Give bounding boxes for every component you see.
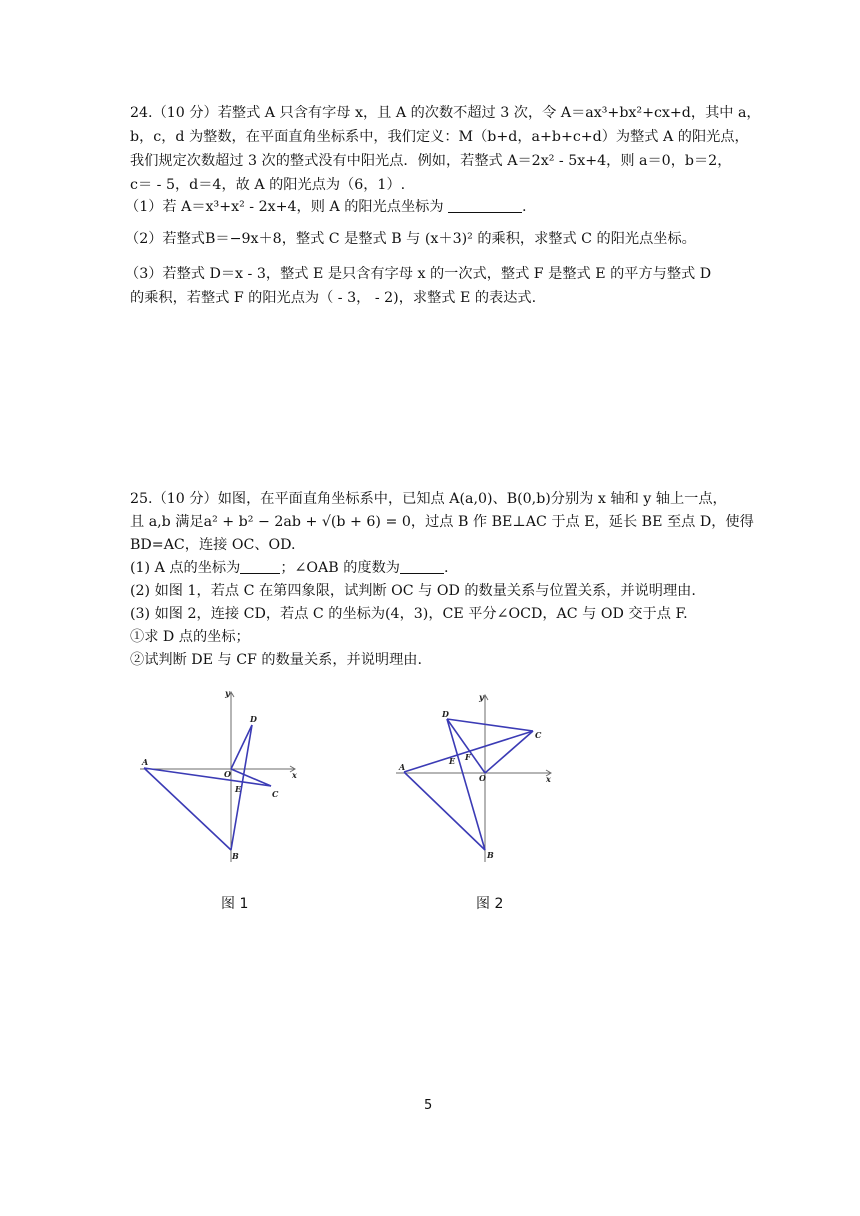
q24-part-1-text: （1）若 A＝x³+x² - 2x+4，则 A 的阳光点坐标为	[125, 199, 444, 215]
q24-part-2: （2）若整式B＝−9x＋8，整式 C 是整式 B 与 (x＋3)² 的乘积，求整式 C 的阳光点坐标。	[125, 231, 696, 247]
q24-part-1	[125, 197, 527, 217]
label-B: B	[487, 850, 494, 860]
segment-OC	[485, 731, 533, 773]
answer-blank[interactable]	[240, 559, 280, 574]
q25-part-1-a: (1) A 点的坐标为	[130, 560, 241, 576]
label-E: E	[235, 784, 242, 794]
segment-AB	[144, 768, 231, 850]
figure-2-caption: 图 2	[476, 896, 504, 912]
page-number: 5	[424, 1098, 433, 1113]
label-O: O	[224, 769, 231, 779]
q25-part-2: (2) 如图 1，若点 C 在第四象限，试判断 OC 与 OD 的数量关系与位置关系，并说明理由.	[130, 583, 696, 599]
q25-sub-1: ①求 D 点的坐标；	[130, 629, 250, 645]
label-A: A	[142, 757, 149, 767]
segment-DC	[447, 719, 533, 731]
label-y: y	[479, 692, 484, 702]
q25-part-1-c: .	[443, 560, 449, 576]
label-y: y	[225, 688, 230, 698]
answer-blank[interactable]	[448, 198, 522, 213]
q24-line-3: 我们规定次数超过 3 次的整式没有中阳光点．例如，若整式 A＝2x² - 5x+4，则 a＝0，b＝2，	[130, 153, 732, 169]
label-D: D	[250, 714, 257, 724]
label-D: D	[442, 709, 449, 719]
label-C: C	[272, 789, 279, 799]
label-F: F	[465, 752, 471, 762]
q25-line-2: 且 a,b 满足a² + b² − 2ab + √(b + 6) = 0，过点 B 作 BE⊥AC 于点 E，延长 BE 至点 D，使得	[130, 514, 754, 530]
figure-1-caption: 图 1	[221, 896, 249, 912]
figure-2	[396, 690, 566, 865]
q25-part-3: (3) 如图 2，连接 CD，若点 C 的坐标为(4，3)，CE 平分∠OCD，AC 与 OD 交于点 F.	[130, 606, 688, 622]
answer-blank[interactable]	[400, 559, 444, 574]
q24-part-1-end: .	[522, 199, 527, 215]
figure-1	[140, 690, 310, 865]
segment-DB	[447, 719, 485, 850]
label-B: B	[232, 851, 239, 861]
label-E: E	[449, 756, 456, 766]
label-C: C	[535, 730, 542, 740]
q25-line-3: BD=AC，连接 OC、OD.	[130, 537, 296, 553]
q25-part-1-b: ；∠OAB 的度数为	[280, 560, 400, 576]
q24-part-3-line-2: 的乘积，若整式 F 的阳光点为（ - 3， - 2)，求整式 E 的表达式.	[130, 290, 537, 306]
q24-line-2: b，c，d 为整数，在平面直角坐标系中，我们定义：M（b+d，a+b+c+d）为整式 A 的阳光点，	[130, 129, 749, 145]
q25-sub-2: ②试判断 DE 与 CF 的数量关系，并说明理由.	[130, 652, 422, 668]
segment-AC	[144, 768, 271, 786]
label-A: A	[399, 762, 406, 772]
label-x: x	[546, 774, 551, 784]
segment-AB	[404, 772, 485, 850]
q25-part-1	[130, 558, 448, 578]
q25-line-1: 25.（10 分）如图，在平面直角坐标系中，已知点 A(a,0)、B(0,b)分别为 x 轴和 y 轴上一点，	[130, 491, 727, 507]
q24-line-4: c＝ - 5，d＝4，故 A 的阳光点为（6，1）.	[130, 177, 406, 193]
q24-line-1: 24.（10 分）若整式 A 只含有字母 x，且 A 的次数不超过 3 次，令 A＝ax³+bx²+cx+d，其中 a，	[130, 105, 761, 121]
q24-part-3-line-1: （3）若整式 D＝x - 3，整式 E 是只含有字母 x 的一次式，整式 F 是整式 E 的平方与整式 D	[125, 266, 712, 282]
label-x: x	[292, 770, 297, 780]
label-O: O	[479, 773, 486, 783]
